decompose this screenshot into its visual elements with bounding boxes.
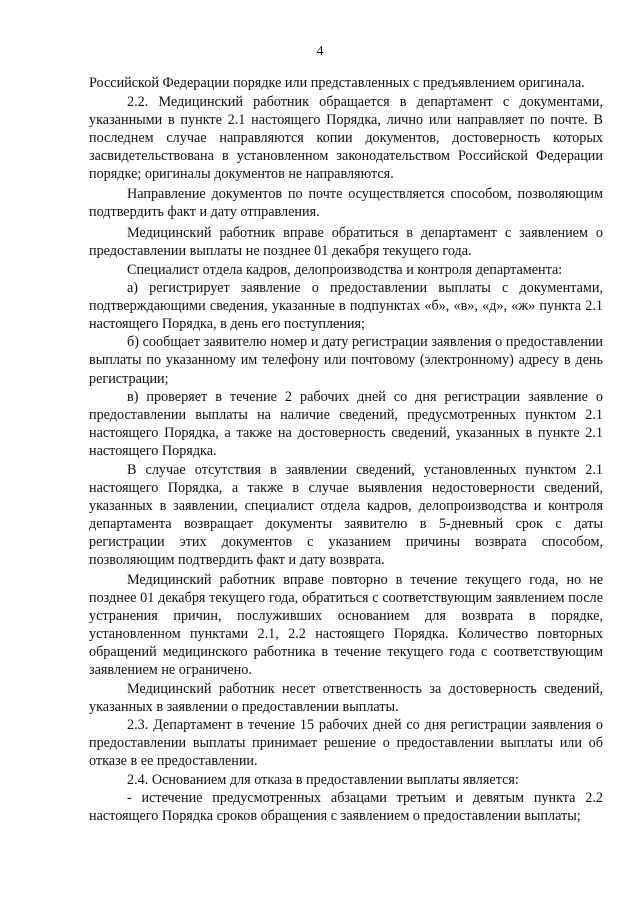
paragraph-item-v: в) проверяет в течение 2 рабочих дней со дня регистрации заявление о предоставлении выплаты на наличие сведений, предусмотренных пунктом 2.1 настоящего Порядка, а также на достоверность сведений, указанных в пункте 2.1 настоящего Порядка. — [89, 388, 603, 459]
paragraph-specialist: Специалист отдела кадров, делопроизводства и контроля департамента: — [127, 261, 563, 278]
paragraph-2-3: 2.3. Департамент в течение 15 рабочих дней со дня регистрации заявления о предоставлении выплаты принимает решение о предоставлении выплаты или об отказе в ее предоставлении. — [89, 717, 603, 770]
paragraph-2-2: 2.2. Медицинский работник обращается в департамент с документами, указанными в пункте 2.1 настоящего Порядка, лично или направляет по почте. В последнем случае направляются копии документов, достоверность которых засвидетельствована в установленном законодательством Российской Федерации порядке; оригиналы документов не направляются. — [89, 94, 603, 183]
paragraph-mail-sending: Направление документов по почте осуществляется способом, позволяющим подтвердить факт и дату отправления. — [89, 185, 603, 220]
paragraph-responsibility: Медицинский работник несет ответственность за достоверность сведений, указанных в заявлении о предоставлении выплаты. — [89, 681, 603, 716]
paragraph-repeat: Медицинский работник вправе повторно в течение текущего года, но не позднее 01 декабря текущего года, обратиться с соответствующим заявлением после устранения причин, послуживших основанием для возврата в порядке, установленном пунктами 2.1, 2.2 настоящего Порядка. Количество повторных обращений медицинского работника в течение текущего года с соответствующим заявлением не ограничено. — [89, 571, 603, 678]
paragraph-deadline: Медицинский работник вправе обратиться в департамент с заявлением о предоставлении выплаты не позднее 01 декабря текущего года. — [89, 224, 603, 259]
paragraph-continuation: Российской Федерации порядке или представленных с предъявлением оригинала. — [89, 75, 585, 91]
document-body — [89, 74, 603, 825]
paragraph-item-a: а) регистрирует заявление о предоставлении выплаты с документами, подтверждающими сведения, указанные в подпунктах «б», «в», «д», «ж» пункта 2.1 настоящего Порядка, в день его поступления; — [89, 280, 603, 333]
page-number: 4 — [316, 44, 324, 59]
paragraph-2-4: 2.4. Основанием для отказа в предоставлении выплаты является: — [127, 771, 519, 788]
paragraph-item-b: б) сообщает заявителю номер и дату регистрации заявления о предоставлении выплаты по указанному им телефону или почтовому (электронному) адресу в день регистрации; — [89, 334, 603, 387]
paragraph-refusal-item: - истечение предусмотренных абзацами третьим и девятым пункта 2.2 настоящего Порядка сроков обращения с заявлением о предоставлении выплаты; — [89, 789, 603, 824]
paragraph-return: В случае отсутствия в заявлении сведений, установленных пунктом 2.1 настоящего Порядка, а также в случае выявления недостоверности сведений, указанных в заявлении, специалист отдела кадров, делопроизводства и контроля департамента возвращает документы заявителю в 5-дневный срок с даты регистрации этих документов с указанием причины возврата способом, позволяющим подтвердить факт и дату возврата. — [89, 461, 603, 569]
